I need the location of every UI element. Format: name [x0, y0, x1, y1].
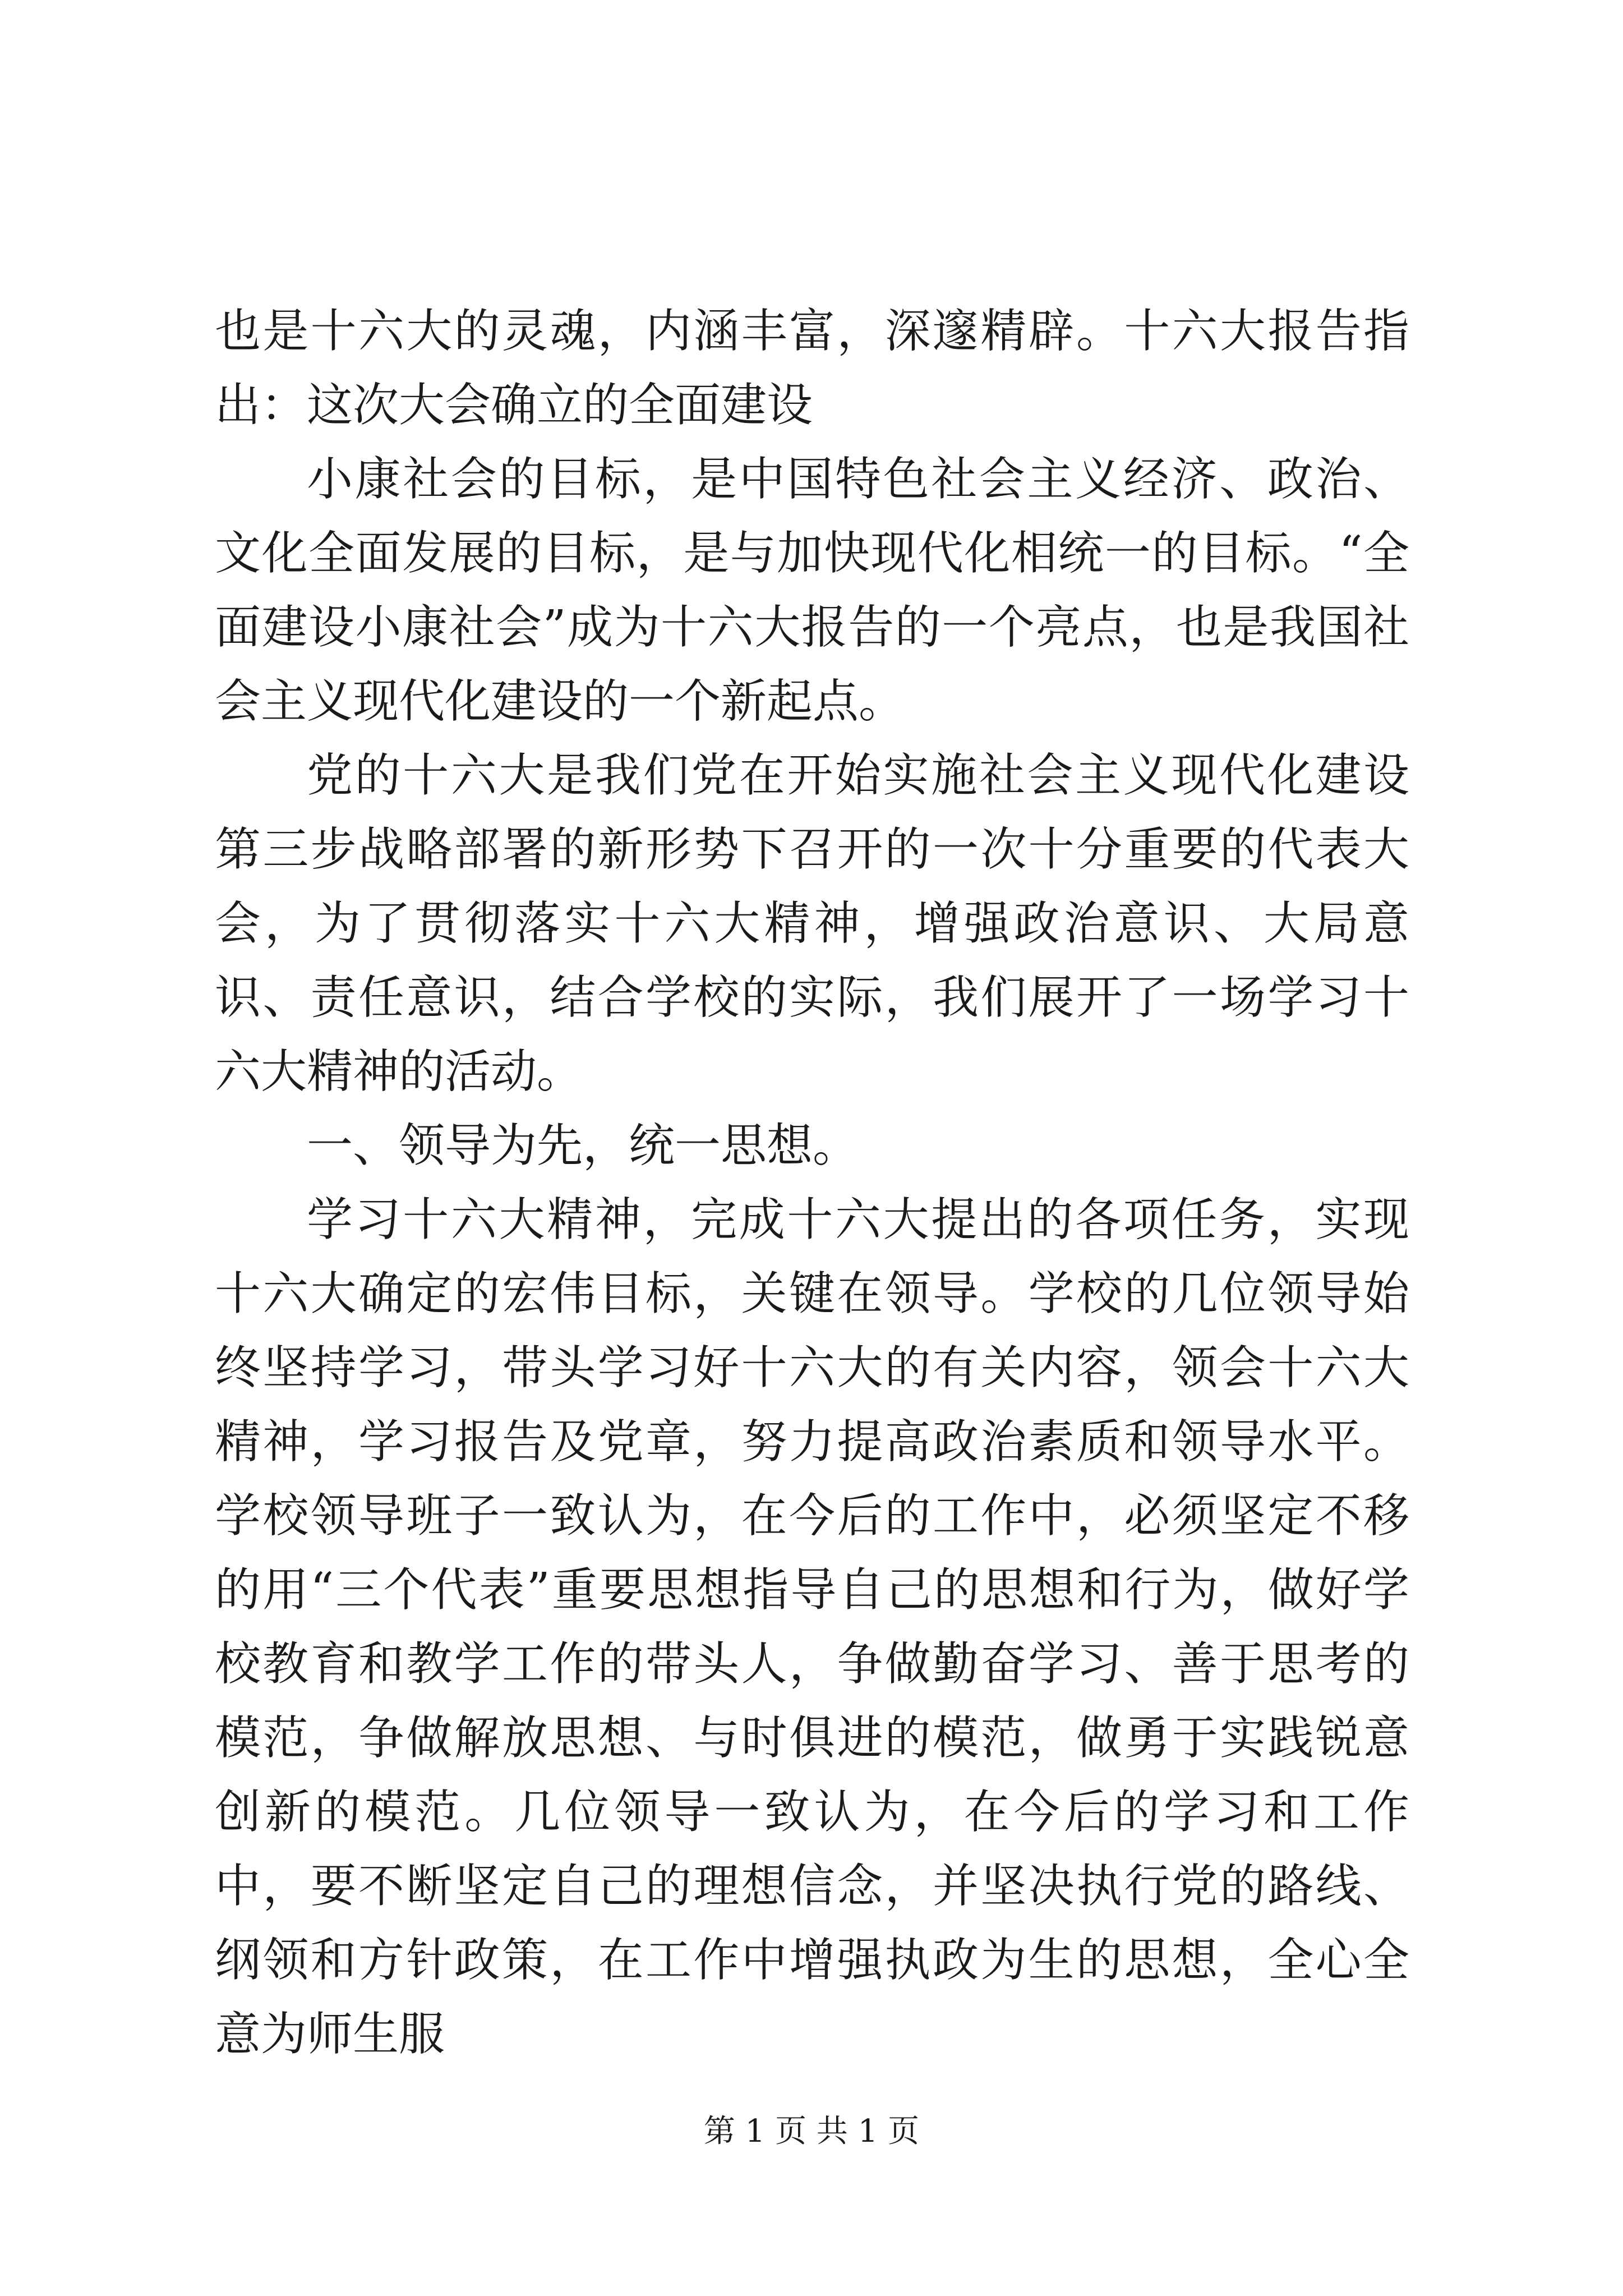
document-body	[215, 295, 1409, 2072]
paragraph: 学习十六大精神，完成十六大提出的各项任务，实现十六大确定的宏伟目标，关键在领导。学校的几位领导始终坚持学习，带头学习好十六大的有关内容，领会十六大精神，学习报告及党章，努力提高政治素质和领导水平。学校领导班子一致认为，在今后的工作中，必须坚定不移的用“三个代表”重要思想指导自己的思想和行为，做好学校教育和教学工作的带头人，争做勤奋学习、善于思考的模范，争做解放思想、与时俱进的模范，做勇于实践锐意创新的模范。几位领导一致认为，在今后的学习和工作中，要不断坚定自己的理想信念，并坚决执行党的路线、纲领和方针政策，在工作中增强执政为生的思想，全心全意为师生服	[215, 1193, 1409, 2061]
paragraph: 小康社会的目标，是中国特色社会主义经济、政治、文化全面发展的目标，是与加快现代化相统一的目标。“全面建设小康社会”成为十六大报告的一个亮点，也是我国社会主义现代化建设的一个新起点。	[215, 453, 1409, 728]
paragraph: 党的十六大是我们党在开始实施社会主义现代化建设第三步战略部署的新形势下召开的一次十分重要的代表大会，为了贯彻落实十六大精神，增强政治意识、大局意识、责任意识，结合学校的实际，我们展开了一场学习十六大精神的活动。	[215, 749, 1409, 1098]
paragraph-continuation: 也是十六大的灵魂，内涵丰富，深邃精辟。十六大报告指出：这次大会确立的全面建设	[215, 305, 1409, 432]
page-number-footer: 第 1 页 共 1 页	[703, 2113, 920, 2150]
section-heading: 一、领导为先，统一思想。	[307, 1119, 859, 1172]
